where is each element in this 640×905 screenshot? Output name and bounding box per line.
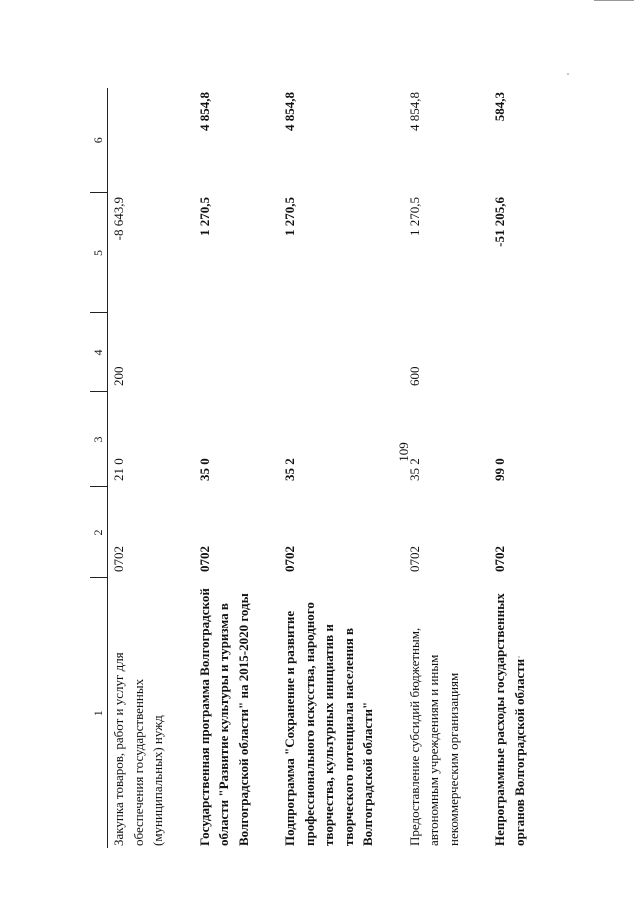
table-row [192,88,278,848]
row-section-code: 0702 [406,546,422,572]
row-amount: 1 270,5 [406,197,422,236]
row-amount: -8 643,9 [111,197,126,241]
row-expense-type: 600 [406,366,422,386]
row-section-code: 0702 [111,546,126,572]
row-name: Государственная программа Волгоградской области "Развитие культуры и туризма в Волгоградской области" на 2015-2020 годы [196,588,251,846]
table-row [402,88,488,848]
row-name: Непрограммные расходы государственных органов Волгоградской области [492,593,527,846]
row-target-code: 99 0 [492,458,507,481]
table-row [487,88,553,848]
row-col6: 4 854,8 [406,92,422,131]
table-row [108,88,192,848]
row-name: Закупка товаров, работ и услуг для обеспечения государственных (муниципальных) нужд [111,652,165,846]
header-col-4: 4 [90,313,108,392]
row-target-code: 35 0 [196,458,212,481]
row-col6: 4 854,8 [196,92,212,131]
page-number: 109 [396,442,411,462]
header-col-6: 6 [90,88,108,193]
table-header-row [90,88,108,848]
scan-speck [567,73,569,75]
row-target-code: 35 2 [282,458,297,481]
row-expense-type: 200 [111,366,126,386]
row-amount: -51 205,6 [492,197,507,247]
header-col-5: 5 [90,193,108,313]
header-col-1: 1 [90,578,108,848]
row-expense-type [277,313,402,392]
row-amount: 1 270,5 [282,197,297,236]
row-target-code: 21 0 [111,458,126,481]
rotated-table-container [90,88,570,848]
row-name: Подпрограмма "Сохранение и развитие профессионального искусства, народного творчества, культурных инициатив и творческого потенциала населения в Волгоградской области" [282,602,375,846]
table-row [277,88,402,848]
row-section-code: 0702 [196,546,212,572]
row-expense-type [487,313,553,392]
row-col6: 4 854,8 [282,92,297,131]
row-section-code: 0702 [492,546,507,572]
row-col6 [108,88,192,193]
row-target-code: 35 2 [406,458,422,481]
budget-table [90,88,553,848]
row-section-code: 0702 [282,546,297,572]
header-col-2: 2 [90,487,108,578]
header-col-3: 3 [90,392,108,487]
row-name: Предоставление субсидий бюджетным, автономным учреждениям и иным некоммерческим организациям [406,627,461,846]
row-amount: 1 270,5 [196,197,212,236]
scan-edge-mark [594,0,634,1]
row-col6: 584,3 [492,92,507,122]
row-expense-type [192,313,278,392]
